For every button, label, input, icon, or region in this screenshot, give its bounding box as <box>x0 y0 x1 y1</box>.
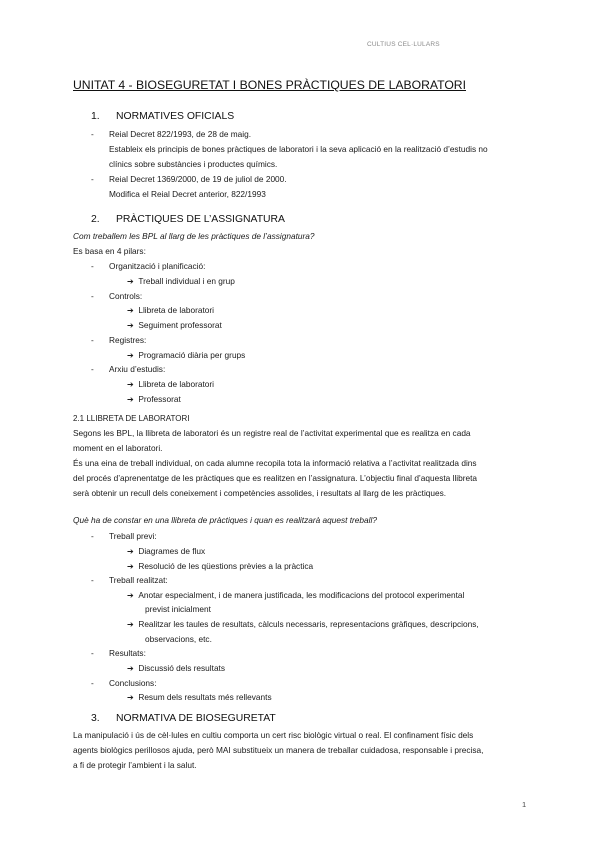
notebook-sub-item: ➔ Resum dels resultats més rellevants <box>127 692 272 702</box>
subsection-2-1-question: Què ha de constar en una llibreta de pràctiques i quan es realitzarà aquest treball? <box>73 515 377 525</box>
paragraph-line: La manipulació i ús de cèl·lules en cultiu comporta un cert risc biològic virtual o real. El confinament físic dels <box>73 730 474 740</box>
paragraph-line: moment en el laboratori. <box>73 443 163 453</box>
paragraph-line: del procés d’aprenentatge de les pràctiques que es realitzen en l’assignatura. L’objectiu final d’aquesta llibreta <box>73 473 478 483</box>
section-1-heading <box>91 111 234 122</box>
pillar-sub-item: ➔ Llibreta de laboratori <box>127 305 214 315</box>
notebook-item: - Treball previ: <box>91 531 157 541</box>
section-2-number: 2. <box>91 214 100 225</box>
pillar-sub-item: ➔ Treball individual i en grup <box>127 276 235 286</box>
section-1-number: 1. <box>91 111 100 122</box>
arrow-right-icon: ➔ <box>127 277 134 286</box>
section-2-question: Com treballem les BPL al llarg de les pràctiques de l’assignatura? <box>73 231 315 241</box>
paragraph-line: serà obtenir un recull dels coneixement i competències assolides, i resultats al llarg de les pràctiques. <box>73 488 447 498</box>
notebook-sub-item-cont: observacions, etc. <box>145 634 212 644</box>
pillar-item: - Controls: <box>91 291 143 301</box>
pillar-item: - Registres: <box>91 335 147 345</box>
pillar-sub-item: ➔ Programació diària per grups <box>127 350 246 360</box>
section-2-title: PRÀCTIQUES DE L’ASSIGNATURA <box>116 214 285 225</box>
paragraph-line: Segons les BPL, la llibreta de laboratori és un registre real de l’activitat experimental que es realitza en cada <box>73 428 471 438</box>
section-3-title: NORMATIVA DE BIOSEGURETAT <box>116 713 276 724</box>
notebook-item: - Treball realitzat: <box>91 575 168 585</box>
notebook-item: - Resultats: <box>91 648 146 658</box>
notebook-sub-item: ➔ Diagrames de flux <box>127 546 206 556</box>
notebook-sub-item: ➔ Discussió dels resultats <box>127 663 226 673</box>
sec1-item-1-desc-cont: clínics sobre substàncies i productes químics. <box>109 159 278 169</box>
paragraph-line: a fi de protegir l’ambient i la salut. <box>73 760 197 770</box>
arrow-right-icon: ➔ <box>127 380 134 389</box>
page-title: UNITAT 4 - BIOSEGURETAT I BONES PRÀCTIQUES DE LABORATORI <box>73 78 466 92</box>
arrow-right-icon: ➔ <box>127 547 134 556</box>
notebook-sub-item: ➔ Resolució de les qüestions prèvies a la pràctica <box>127 561 314 571</box>
pillar-item: - Arxiu d’estudis: <box>91 364 166 374</box>
section-3-heading <box>91 713 276 724</box>
notebook-item: - Conclusions: <box>91 678 157 688</box>
subsection-2-1-heading: 2.1 LLIBRETA DE LABORATORI <box>73 414 190 423</box>
running-header: CULTIUS CEL·LULARS <box>367 41 440 48</box>
arrow-right-icon: ➔ <box>127 664 134 673</box>
arrow-right-icon: ➔ <box>127 591 134 600</box>
section-2-heading <box>91 214 285 225</box>
paragraph-line: És una eina de treball individual, on cada alumne recopila tota la informació relativa a l’activitat realitzada dins <box>73 458 477 468</box>
pillar-sub-item: ➔ Seguiment professorat <box>127 320 222 330</box>
notebook-sub-item: ➔ Anotar especialment, i de manera justificada, les modificacions del protocol experimental <box>127 590 465 600</box>
arrow-right-icon: ➔ <box>127 693 134 702</box>
sec1-item-2: - Reial Decret 1369/2000, de 19 de juliol de 2000. <box>91 174 287 184</box>
arrow-right-icon: ➔ <box>127 351 134 360</box>
sec1-item-2-desc: Modifica el Reial Decret anterior, 822/1993 <box>109 189 266 199</box>
notebook-sub-item: ➔ Realitzar les taules de resultats, càlculs necessaris, representacions gràfiques, descripcions, <box>127 619 479 629</box>
arrow-right-icon: ➔ <box>127 321 134 330</box>
arrow-right-icon: ➔ <box>127 620 134 629</box>
section-2-intro: Es basa en 4 pilars: <box>73 246 146 256</box>
pillar-sub-item: ➔ Professorat <box>127 394 181 404</box>
section-3-number: 3. <box>91 713 100 724</box>
notebook-sub-item-cont: previst inicialment <box>145 604 211 614</box>
pillar-item: - Organització i planificació: <box>91 261 206 271</box>
page-number: 1 <box>522 800 527 809</box>
sec1-item-1: - Reial Decret 822/1993, de 28 de maig. <box>91 129 252 139</box>
arrow-right-icon: ➔ <box>127 395 134 404</box>
arrow-right-icon: ➔ <box>127 306 134 315</box>
sec1-item-1-desc: Estableix els principis de bones pràctiques de laboratori i la seva aplicació en la realització d’estudis no <box>109 144 488 154</box>
pillar-sub-item: ➔ Llibreta de laboratori <box>127 379 214 389</box>
arrow-right-icon: ➔ <box>127 562 134 571</box>
paragraph-line: agents biològics perillosos ajuda, però MAI substitueix un manera de treballar cuidadosa, responsable i precisa, <box>73 745 484 755</box>
section-1-title: NORMATIVES OFICIALS <box>116 111 235 122</box>
